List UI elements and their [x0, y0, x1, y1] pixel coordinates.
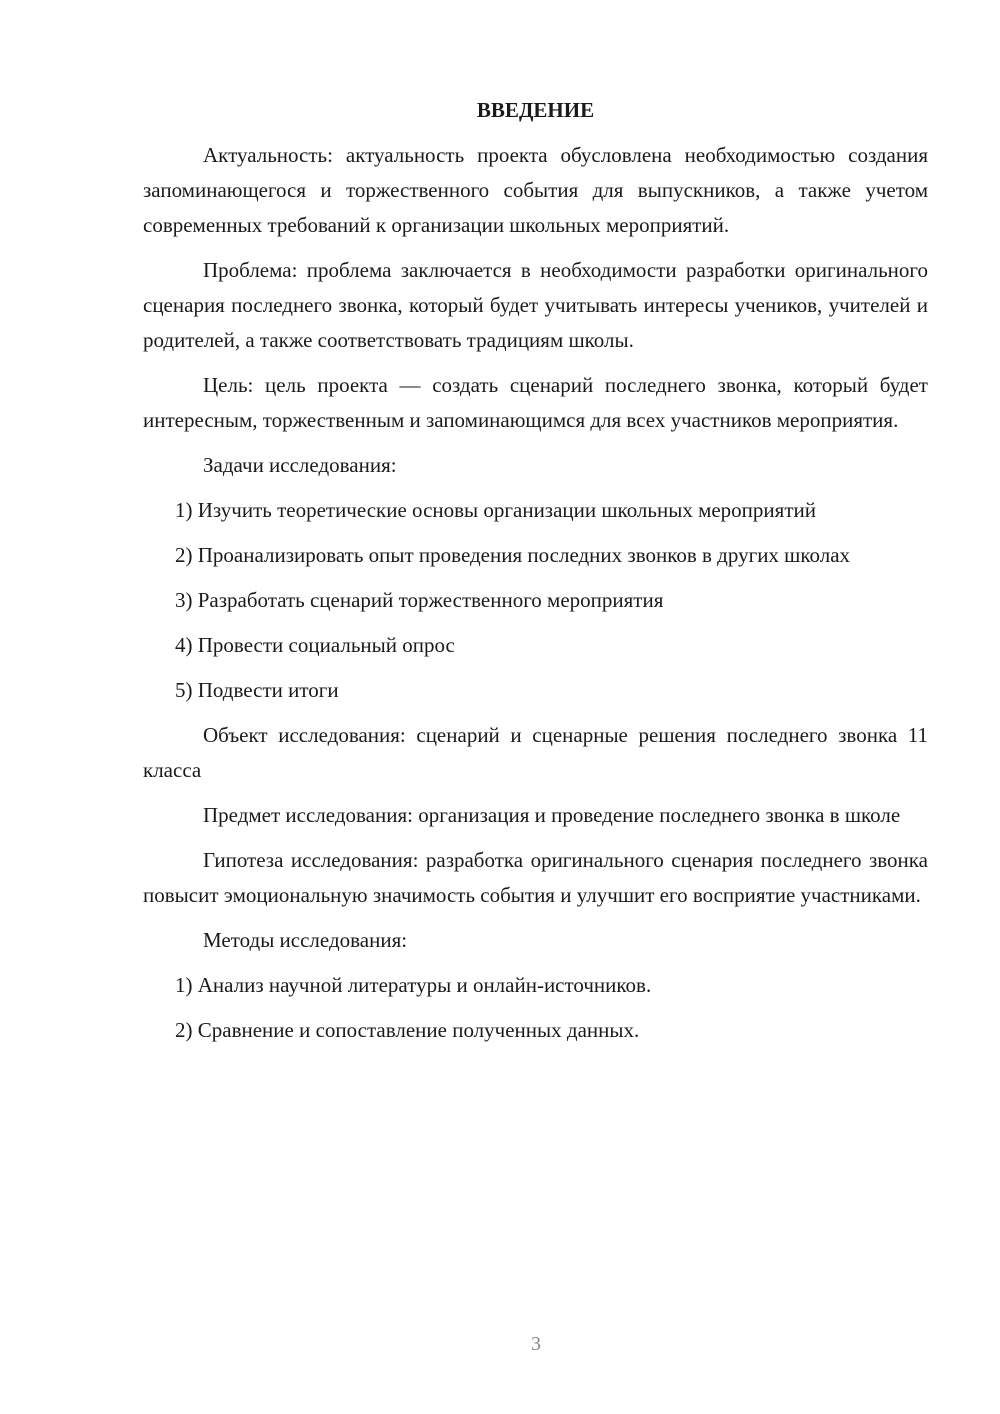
- page-number: 3: [531, 1333, 541, 1355]
- problem-paragraph: Проблема: проблема заключается в необходимости разработки оригинального сценария последнего звонка, который будет учитывать интересы учеников, учителей и родителей, а также соответствовать традициям школы.: [143, 258, 928, 352]
- list-item: 5) Подвести итоги: [175, 678, 339, 702]
- tasks-list: [143, 493, 928, 708]
- methods-heading: Методы исследования:: [203, 928, 408, 952]
- methods-list: [143, 968, 928, 1048]
- object-paragraph: Объект исследования: сценарий и сценарные решения последнего звонка 11 класса: [143, 723, 928, 782]
- list-item: 1) Анализ научной литературы и онлайн-источников.: [175, 973, 652, 997]
- list-item: 2) Сравнение и сопоставление полученных данных.: [175, 1018, 640, 1042]
- subject-paragraph: Предмет исследования: организация и проведение последнего звонка в школе: [203, 803, 901, 827]
- hypothesis-paragraph: Гипотеза исследования: разработка оригинального сценария последнего звонка повысит эмоциональную значимость события и улучшит его восприятие участниками.: [143, 848, 928, 907]
- document-page: [143, 92, 928, 1058]
- list-item: 1) Изучить теоретические основы организации школьных мероприятий: [175, 498, 816, 522]
- goal-paragraph: Цель: цель проекта — создать сценарий последнего звонка, который будет интересным, торжественным и запоминающимся для всех участников мероприятия.: [143, 373, 928, 432]
- list-item: 4) Провести социальный опрос: [175, 633, 455, 657]
- tasks-heading: Задачи исследования:: [203, 453, 397, 477]
- list-item: 2) Проанализировать опыт проведения последних звонков в других школах: [175, 543, 851, 567]
- section-title: ВВЕДЕНИЕ: [476, 98, 595, 122]
- relevance-paragraph: Актуальность: актуальность проекта обусловлена необходимостью создания запоминающегося и торжественного события для выпускников, а также учетом современных требований к организации школьных мероприятий.: [143, 143, 928, 237]
- list-item: 3) Разработать сценарий торжественного мероприятия: [175, 588, 664, 612]
